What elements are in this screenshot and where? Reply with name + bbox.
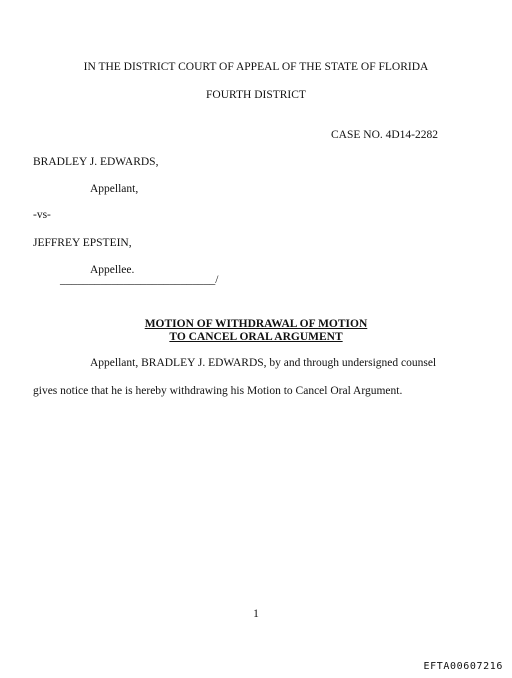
motion-title-line2: TO CANCEL ORAL ARGUMENT <box>169 331 343 343</box>
caption-rule-line: ___________________________/ <box>60 274 219 286</box>
appellant-role: Appellant, <box>90 183 139 195</box>
appellant-name: BRADLEY J. EDWARDS, <box>33 156 159 168</box>
case-number: CASE NO. 4D14-2282 <box>331 129 439 141</box>
motion-title-line1: MOTION OF WITHDRAWAL OF MOTION <box>144 318 368 330</box>
body-paragraph-line2: gives notice that he is hereby withdrawing his Motion to Cancel Oral Argument. <box>33 385 403 397</box>
body-paragraph-line1: Appellant, BRADLEY J. EDWARDS, by and through undersigned counsel <box>90 357 437 369</box>
court-district: FOURTH DISTRICT <box>206 89 306 101</box>
bates-stamp: EFTA00607216 <box>423 661 503 672</box>
page-number: 1 <box>253 608 259 620</box>
versus: -vs- <box>33 209 51 221</box>
appellee-name: JEFFREY EPSTEIN, <box>33 237 132 249</box>
appellee-role: Appellee. <box>90 264 135 276</box>
court-name: IN THE DISTRICT COURT OF APPEAL OF THE STATE OF FLORIDA <box>83 61 429 73</box>
